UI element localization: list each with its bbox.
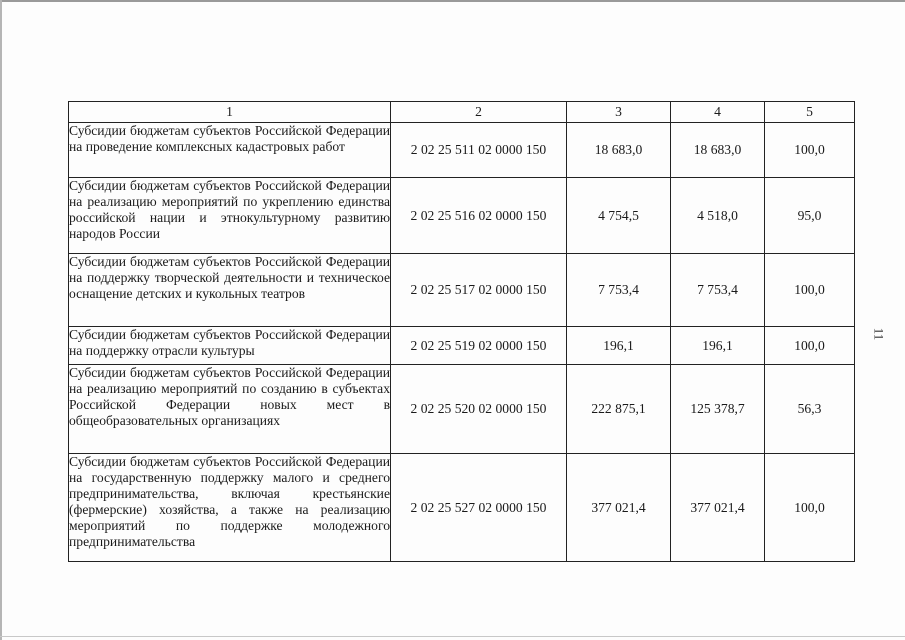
- row-col3: 196,1: [567, 327, 671, 365]
- row-col4: 7 753,4: [671, 254, 765, 327]
- row-code: 2 02 25 511 02 0000 150: [391, 123, 567, 178]
- row-name: Субсидии бюджетам субъектов Российской Федерации на поддержку отрасли культуры: [69, 327, 391, 365]
- row-name: Субсидии бюджетам субъектов Российской Федерации на государственную поддержку малого и среднего предпринимательства, включая крестьянские (фермерские) хозяйства, а также на реализацию мероприятий по поддержке молодежного предпринимательства: [69, 454, 391, 562]
- row-col3: 4 754,5: [567, 178, 671, 254]
- table-row: [69, 254, 855, 327]
- table-row: [69, 178, 855, 254]
- row-name: Субсидии бюджетам субъектов Российской Федерации на поддержку творческой деятельности и техническое оснащение детских и кукольных театров: [69, 254, 391, 327]
- row-code: 2 02 25 519 02 0000 150: [391, 327, 567, 365]
- row-col5: 95,0: [765, 178, 855, 254]
- row-col5: 100,0: [765, 123, 855, 178]
- row-col4: 18 683,0: [671, 123, 765, 178]
- row-col5: 100,0: [765, 327, 855, 365]
- header-col-5: 5: [765, 102, 855, 123]
- row-col4: 4 518,0: [671, 178, 765, 254]
- row-col5: 100,0: [765, 254, 855, 327]
- row-name: Субсидии бюджетам субъектов Российской Федерации на реализацию мероприятий по созданию в субъектах Российской Федерации новых мест в общеобразовательных организациях: [69, 365, 391, 454]
- row-col4: 377 021,4: [671, 454, 765, 562]
- row-col3: 7 753,4: [567, 254, 671, 327]
- scan-edge-top: [0, 0, 905, 2]
- header-col-3: 3: [567, 102, 671, 123]
- header-col-4: 4: [671, 102, 765, 123]
- row-code: 2 02 25 516 02 0000 150: [391, 178, 567, 254]
- table-header-row: [69, 102, 855, 123]
- header-col-2: 2: [391, 102, 567, 123]
- row-col3: 222 875,1: [567, 365, 671, 454]
- row-code: 2 02 25 517 02 0000 150: [391, 254, 567, 327]
- row-col4: 125 378,7: [671, 365, 765, 454]
- scan-edge-bottom: [0, 636, 905, 637]
- row-col3: 18 683,0: [567, 123, 671, 178]
- row-col5: 56,3: [765, 365, 855, 454]
- table-row: [69, 365, 855, 454]
- row-code: 2 02 25 527 02 0000 150: [391, 454, 567, 562]
- scan-edge-left: [0, 0, 2, 640]
- row-name: Субсидии бюджетам субъектов Российской Федерации на реализацию мероприятий по укреплению единства российской нации и этнокультурному развитию народов России: [69, 178, 391, 254]
- row-col4: 196,1: [671, 327, 765, 365]
- table-row: [69, 123, 855, 178]
- row-code: 2 02 25 520 02 0000 150: [391, 365, 567, 454]
- page-number: 11: [871, 327, 887, 341]
- row-col3: 377 021,4: [567, 454, 671, 562]
- row-name: Субсидии бюджетам субъектов Российской Федерации на проведение комплексных кадастровых работ: [69, 123, 391, 178]
- row-col5: 100,0: [765, 454, 855, 562]
- budget-table: [68, 101, 855, 562]
- table-row: [69, 454, 855, 562]
- header-col-1: 1: [69, 102, 391, 123]
- table-row: [69, 327, 855, 365]
